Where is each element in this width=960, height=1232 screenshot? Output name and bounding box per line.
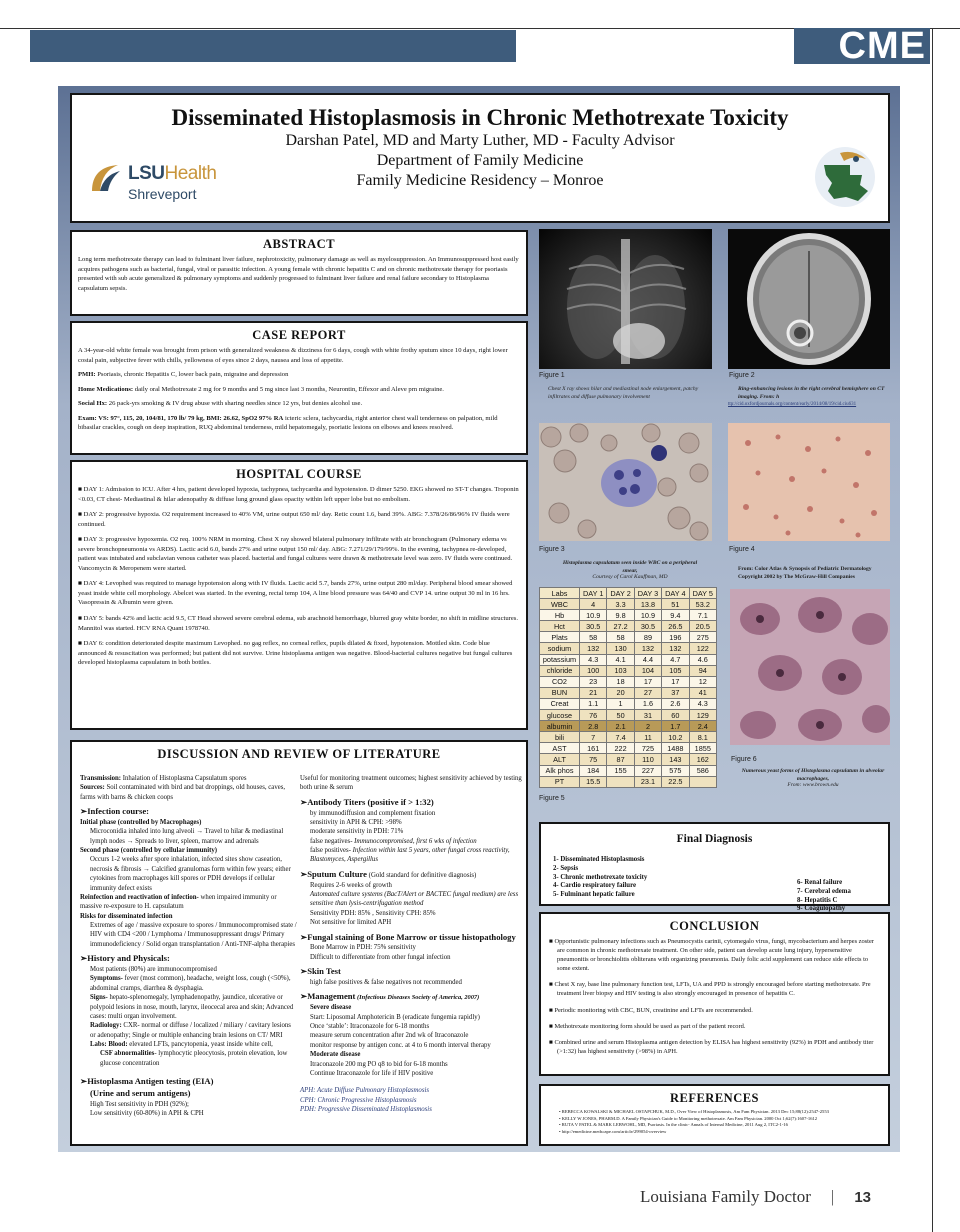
lab-value-cell: 586	[689, 765, 716, 776]
sources-line: Sources: Soil contaminated with bird and bat droppings, old houses, caves, farms with barns & chicken coops	[80, 784, 286, 801]
sputum-limited-aph: Not sensitive for limited APH	[310, 919, 392, 927]
lab-value-cell: 13.8	[634, 599, 661, 610]
lab-value-cell: 222	[607, 743, 634, 754]
figure-3-credit: Courtesy of Carol Kauffman, MD	[592, 574, 668, 580]
eia-subheading: (Urine and serum antigens)	[90, 1088, 191, 1099]
lab-value-cell: 7	[580, 732, 607, 743]
figure-1-label: Figure 1	[539, 372, 565, 379]
lab-value-cell: 162	[689, 754, 716, 765]
conclusion-heading: CONCLUSION	[669, 919, 760, 933]
labs-row-creat	[540, 698, 717, 709]
abstract-text: Long term methotrexate therapy can lead to fulminant liver failure, nephrotoxicity, pulmonary damage as well as myelosuppression. An Immunosuppressed host easily acquires pathogens such as bacterial, fungal, viral or parasitic infection. A young female with chronic hepatitis C and on chronic methotrexate therapy for psoriasis presented with sub acute generalized & pulmonary symptoms and suddenly progressed to fulminant liver failure and renal failure secondary to Histoplasma capsulatum sepsis.	[78, 256, 519, 292]
severe-disease-heading: Severe disease	[310, 1004, 352, 1012]
second-phase-text: Occurs 1-2 weeks after spore inhalation, infected sites show caseation, necrosis & fibrosis → Calcified granulomas form within few years; either cytokines from macrophages kill spores or PDH develops if cellular immunity defect exists	[90, 856, 291, 892]
lab-value-cell: 1855	[689, 743, 716, 754]
lab-name-cell: Creat	[540, 698, 580, 709]
abbr-aph: APH: Acute Diffuse Pulmonary Histoplasmosis	[300, 1087, 430, 1095]
lab-value-cell: 12	[689, 676, 716, 687]
severe-monitor: monitor response by antigen conc. at 4 to 6 month interval therapy	[310, 1041, 491, 1049]
lab-value-cell: 2.6	[662, 698, 689, 709]
lab-value-cell: 87	[607, 754, 634, 765]
figure-6-credit: From: www.brown.edu	[787, 782, 839, 788]
discussion-section	[70, 740, 528, 1146]
labs-row-pt	[540, 776, 717, 787]
case-report-heading: CASE REPORT	[252, 328, 346, 342]
figure-6-label: Figure 6	[731, 756, 757, 763]
lab-value-cell: 17	[634, 676, 661, 687]
fungal-staining-heading: ➢Fungal staining of Bone Marrow or tissue histopathology	[300, 931, 516, 942]
lab-name-cell: glucose	[540, 710, 580, 721]
figure-6-caption: Numerous yeast forms of Histoplasma capsulatum in alveolar macrophages,	[741, 768, 885, 782]
hospital-course-section	[70, 460, 528, 730]
lab-value-cell: 10.9	[634, 610, 661, 621]
figure-3-blood-smear	[539, 423, 712, 541]
history-signs: Signs- hepato-splenomegaly, lymphadenopathy, jaundice, ulcerative or polypoid lesions in nose, mouth, larynx, ileocecal area and skin; Advanced cases: multi organ involvement.	[90, 994, 294, 1020]
eia-heading: ➢Histoplasma Antigen testing (EIA)	[80, 1076, 214, 1087]
figure-4-skin-lesions	[728, 423, 890, 541]
figure-2-ct-scan	[728, 229, 890, 369]
lab-value-cell: 9.8	[607, 610, 634, 621]
lab-value-cell: 20.5	[689, 621, 716, 632]
lab-value-cell: 132	[634, 643, 661, 654]
risks-heading: Risks for disseminated infection	[80, 912, 173, 920]
antibody-titers-heading: ➢Antibody Titers (positive if > 1:32)	[300, 796, 434, 807]
diagnosis-item: 9- Coagulopathy	[797, 905, 846, 913]
hospital-course-heading: HOSPITAL COURSE	[236, 467, 362, 481]
lab-value-cell: 4.3	[689, 698, 716, 709]
history-radiology: Radiology: CXR- normal or diffuse / localized / miliary / cavitary lesions or adenopathy; Single or multiple enhancing brain lesions on CT/ MRI	[90, 1022, 291, 1039]
lab-value-cell: 11	[634, 732, 661, 743]
figure-6-histopathology	[730, 589, 890, 745]
lab-name-cell: albumin	[540, 721, 580, 732]
diagnosis-list-left	[553, 856, 647, 900]
lab-value-cell: 129	[689, 710, 716, 721]
poster-title: Disseminated Histoplasmosis in Chronic Methotrexate Toxicity	[171, 105, 789, 130]
skin-test-text: high false positives & false negatives not recommended	[310, 979, 462, 987]
lab-value-cell: 105	[662, 665, 689, 676]
case-exam: Exam: VS: 97°, 115, 20, 104/81, 170 lb/ 79 kg, BMI: 26.62, SpO2 97% RA icteric sclera, tachycardia, right anterior chest wall tenderness on palpation, mild bibasilar crackles, cough on deep inspiration, RUQ abdominal tenderness, mild hepatomegaly, psoriatic lesions on elbows and knees resolved.	[78, 414, 498, 432]
lab-value-cell: 30.5	[580, 621, 607, 632]
lab-value-cell: 132	[580, 643, 607, 654]
final-diagnosis-heading: Final Diagnosis	[676, 833, 753, 845]
history-csf: CSF abnormalities- lymphocytic pleocytosis, protein elevation, low glucose concentration	[100, 1050, 288, 1067]
case-report-section	[70, 321, 528, 455]
antibody-method: by immunodiffusion and complement fixation	[310, 809, 436, 817]
figure-2-caption: Ring-enhancing lesions in the right cerebral hemisphere on CT imaging. From: h	[738, 386, 885, 400]
lab-value-cell: 58	[580, 632, 607, 643]
diagnosis-item: 3- Chronic methotrexate toxicity	[553, 873, 648, 881]
second-phase-heading: Second phase (controlled by cellular immunity)	[80, 847, 218, 855]
history-symptoms: Symptoms- fever (most common), headache, weight loss, cough (<50%), abdominal cramps, diarrhea & dysphagia.	[90, 975, 291, 992]
lab-value-cell: 53.2	[689, 599, 716, 610]
day-6-entry: ■ DAY 6: condition deteriorated despite maximum Levophed. no gag reflex, no corneal reflex, pupils dilated & fixed, hypotension. Mottled skin. Code blue announced & resuscitation was performed; but patient did not survive. Urine histoplasma antigen was negative. Blood-bacterial cultures negative but fungal cultures developed histoplasma capsulatum in both bottles.	[78, 640, 513, 667]
labs-row-co2	[540, 676, 717, 687]
footer-separator: |	[830, 1187, 835, 1206]
labs-row-glucose	[540, 710, 717, 721]
day-1-entry: ■ DAY 1: Admission to ICU. After 4 hrs, patient developed hypoxia, tachypnea, tachycardia and hypotension. D dimer 5250. EKG showed no ST-T changes. Troponin <0.03, CT chest- Mediastinal & hilar adenopathy & diffuse lung ground glass opacity within left upper lobe but no embolism.	[78, 486, 519, 503]
lab-name-cell: WBC	[540, 599, 580, 610]
labs-row-alt	[540, 754, 717, 765]
lab-value-cell: 2	[634, 721, 661, 732]
antibody-false-negatives: false negatives- Immunocompromised, first 6 wks of infection	[310, 837, 477, 845]
figure-3-label: Figure 3	[539, 546, 565, 553]
lab-value-cell: 60	[662, 710, 689, 721]
labs-row-bili	[540, 732, 717, 743]
lab-name-cell: chloride	[540, 665, 580, 676]
lab-value-cell: 575	[662, 765, 689, 776]
figure-4-label: Figure 4	[729, 546, 755, 553]
labs-col-header: DAY 2	[607, 588, 634, 599]
lab-value-cell: 18	[607, 676, 634, 687]
figure-5-label: Figure 5	[539, 795, 565, 802]
lab-name-cell: sodium	[540, 643, 580, 654]
lab-value-cell: 75	[580, 754, 607, 765]
lab-name-cell: Alk phos	[540, 765, 580, 776]
conclusion-item: ■ Periodic monitoring with CBC, BUN, creatinine and LFTs are recommended.	[549, 1006, 753, 1014]
lab-value-cell: 100	[580, 665, 607, 676]
lab-value-cell: 4.3	[580, 654, 607, 665]
case-social-history: Social Hx: 26 pack-yrs smoking & IV drug abuse with sharing needles since 12 yrs, but denies alcohol use.	[78, 400, 363, 408]
labs-col-header: DAY 3	[634, 588, 661, 599]
antibody-false-positives: false positives- Infection within last 5 years, other fungal cross reactivity, Blastomyces, Aspergillus	[310, 847, 510, 864]
moderate-hiv: Continue Itraconazole for life if HIV positive	[310, 1069, 434, 1077]
case-medications: Home Medications: daily oral Methotrexate 2 mg for 9 months and 5 mg since last 3 months, Neurontin, Effexor and Aleve prn migraine.	[78, 385, 444, 393]
labs-row-albumin	[540, 721, 717, 732]
day-4-entry: ■ DAY 4: Levophed was required to manage hypotension along with IV fluids. Lactic acid 5.7, bands 27%, urine output 280 ml/day. Peripheral blood smear showed yeast inside white cell morphology. Abelcet was started. In the evening, rectal temp 104, A line blood pressure was 64/40 and CVP 14. urine output 30 ml in 16 hrs. Vasopressin & Albumin were given.	[78, 580, 513, 607]
discussion-left-column	[80, 774, 298, 1119]
conclusion-item: ■ Combined urine and serum Histoplasma antigen detection by ELISA has highest sensitivity (92%) in PDH and antibody titer (>1:32) has highest sensitivity (>98%) in APH.	[549, 1038, 874, 1055]
labs-row-hct	[540, 621, 717, 632]
diagnosis-item: 4- Cardio respiratory failure	[553, 882, 636, 890]
lab-value-cell: 37	[662, 687, 689, 698]
lab-value-cell: 132	[662, 643, 689, 654]
diagnosis-item: 1- Disseminated Histoplasmosis	[553, 856, 645, 863]
antibody-sensitivity-pdh: moderate sensitivity in PDH: 71%	[310, 828, 404, 836]
diagnosis-item: 2- Sepsis	[553, 864, 579, 872]
lab-value-cell: 22.5	[662, 776, 689, 787]
discussion-right-column	[300, 774, 522, 1114]
lab-value-cell: 275	[689, 632, 716, 643]
lab-name-cell: Hct	[540, 621, 580, 632]
lab-value-cell: 110	[634, 754, 661, 765]
labs-row-chloride	[540, 665, 717, 676]
history-physicals-heading: ➢History and Physicals:	[80, 953, 170, 964]
severe-measure: measure serum concentration after 2nd wk of Itraconazole	[310, 1032, 469, 1040]
louisiana-state-icon	[810, 145, 880, 213]
diagnosis-item: 8- Hepatitis C	[797, 896, 838, 904]
poster-program: Family Medicine Residency – Monroe	[356, 172, 604, 189]
lab-value-cell: 51	[662, 599, 689, 610]
cme-badge: CME	[794, 28, 930, 64]
lab-value-cell: 1.6	[634, 698, 661, 709]
lab-value-cell: 1488	[662, 743, 689, 754]
lab-value-cell: 4.7	[662, 654, 689, 665]
lab-value-cell: 10.2	[662, 732, 689, 743]
sputum-growth: Requires 2-6 weeks of growth	[310, 881, 392, 889]
infection-course-heading: ➢Infection course:	[80, 806, 150, 817]
lab-value-cell: 143	[662, 754, 689, 765]
lab-value-cell: 1.1	[580, 698, 607, 709]
labs-col-header: Labs	[540, 588, 580, 599]
day-3-entry: ■ DAY 3: progressive hypoxemia. O2 req. 100% NRM in morning. Chest X ray showed bilateral pulmonary infiltrate with air bronchogram (Pulmonary edema vs severe bronchopneumonia vs ARDS). Lactic acid 6.0, bands 27% and urine output 150 ml/ day. ABG: 7.271/29/179/99%. In the evening, tachypnea re-developed, patient was intubated and subclavian venous catheter was placed. bacterial and fungal cultures were drawn & methotrexate level was zero. IV fluids were continued. Vancomycin & Meropenem were started.	[78, 536, 513, 572]
references-section	[539, 1084, 890, 1146]
poster-authors: Darshan Patel, MD and Marty Luther, MD - Faculty Advisor	[285, 132, 675, 149]
lab-value-cell: 23.1	[634, 776, 661, 787]
lab-value-cell: 20	[607, 687, 634, 698]
severe-stable: Once ‘stable’: Itraconazole for 6-18 months	[310, 1023, 430, 1031]
diagnosis-item: 7- Cerebral edema	[797, 887, 851, 895]
conclusion-item: ■ Methotrexate monitoring form should be used as part of the patient record.	[549, 1022, 746, 1030]
history-immunocompromised: Most patients (80%) are immunocompromised	[90, 966, 217, 974]
abstract-section	[70, 230, 528, 316]
lab-value-cell: 27	[634, 687, 661, 698]
labs-row-wbc	[540, 599, 717, 610]
history-labs: Labs: Blood: elevated LFTs, pancytopenia, yeast inside white cell,	[90, 1041, 273, 1049]
poster-department: Department of Family Medicine	[376, 152, 584, 169]
abstract-heading: ABSTRACT	[262, 237, 336, 251]
lab-value-cell: 21	[580, 687, 607, 698]
initial-phase-heading: Initial phase (controlled by Macrophages)	[80, 818, 202, 826]
lab-value-cell: 227	[634, 765, 661, 776]
lab-value-cell: 104	[634, 665, 661, 676]
references-heading: REFERENCES	[669, 1091, 760, 1105]
lab-value-cell: 4	[580, 599, 607, 610]
lab-value-cell: 184	[580, 765, 607, 776]
figure-2-label: Figure 2	[729, 372, 755, 379]
figure-1-caption: Chest X ray shows hilar and mediastinal node enlargement, patchy infiltrates and diffuse pulmonary involvement	[548, 386, 699, 400]
lab-name-cell: PT	[540, 776, 580, 787]
labs-row-sodium	[540, 643, 717, 654]
lab-name-cell: Plats	[540, 632, 580, 643]
right-rule	[932, 28, 933, 1232]
figure-1-chest-xray	[539, 229, 712, 369]
lab-value-cell: 15.5	[580, 776, 607, 787]
lab-value-cell: 130	[607, 643, 634, 654]
abbr-cph: CPH: Chronic Progressive Histoplasmosis	[300, 1096, 417, 1104]
page-footer	[640, 1187, 871, 1207]
lab-name-cell: potassium	[540, 654, 580, 665]
labs-row-plats	[540, 632, 717, 643]
staining-differentiate: Difficult to differentiate from other fungal infection	[310, 953, 451, 961]
diagnosis-item: 5- Fulminant hepatic failure	[553, 891, 635, 899]
diagnosis-list-right	[797, 879, 851, 914]
lab-value-cell: 4.4	[634, 654, 661, 665]
lab-value-cell: 155	[607, 765, 634, 776]
poster-header	[70, 93, 890, 223]
skin-test-heading: ➢Skin Test	[300, 966, 341, 977]
transmission-line: Transmission: Inhalation of Histoplasma Capsulatum spores	[80, 775, 247, 782]
figure-4-caption: From: Color Atlas & Synopsis of Pediatric Dermatology Copyright 2002 by The McGraw-Hill Companies	[738, 566, 872, 580]
lab-name-cell: BUN	[540, 687, 580, 698]
lab-value-cell: 2.8	[580, 721, 607, 732]
lab-value-cell: 3.3	[607, 599, 634, 610]
lab-value-cell: 2.4	[689, 721, 716, 732]
sputum-automated: Automated culture systems (BacT/Alert or BACTEC fungal medium) are less sensitive than lysis-centrifugation method	[310, 891, 519, 908]
initial-phase-text: Microconidia inhaled into lung alveoli → Travel to hilar & mediastinal lymph nodes → Spreads to liver, spleen, marrow and adrenals	[90, 828, 284, 845]
reference-item: • REBECCA KOWALSKI & MICHAEL OSTAPCHUK, M.D., Over View of Histoplasmosis, Am Fam Physician. 2013 Dec 15;88(12):2547-2553	[559, 1109, 829, 1114]
final-diagnosis-section	[539, 822, 890, 913]
lab-value-cell: 26.5	[662, 621, 689, 632]
moderate-disease-heading: Moderate disease	[310, 1051, 361, 1059]
figure-2-source-link[interactable]: ttp://cid.oxfordjournals.org/content/early/2014/08/19/cid.ciu631	[728, 402, 857, 407]
lab-value-cell: 4.1	[607, 654, 634, 665]
labs-col-header: DAY 5	[689, 588, 716, 599]
labs-col-header: DAY 1	[580, 588, 607, 599]
antibody-sensitivity-aph: sensitivity in APH & CPH: >98%	[310, 818, 402, 826]
header-color-bar	[30, 30, 516, 62]
lab-value-cell: 196	[662, 632, 689, 643]
eia-high-sensitivity: High Test sensitivity in PDH (92%);	[90, 1100, 189, 1108]
conclusion-section	[539, 912, 890, 1076]
lab-value-cell: 8.1	[689, 732, 716, 743]
lab-value-cell: 1	[607, 698, 634, 709]
lab-value-cell: 23	[580, 676, 607, 687]
lab-name-cell: AST	[540, 743, 580, 754]
eia-useful-note: Useful for monitoring treatment outcomes; highest sensitivity achieved by testing both urine & serum	[300, 775, 522, 792]
labs-col-header: DAY 4	[662, 588, 689, 599]
conclusion-item: ■ Chest X ray, base line pulmonary function test, LFTs, UA and PPD is strongly encouraged before starting methotrexate. Pre treatment liver biopsy and HIV testing is also strongly encouraged in presence of hepatitis C.	[549, 981, 871, 998]
reference-item: • KELLY W JONES, PHARM.D. A Family Physician's Guide to Monitoring methotrexate. Am Fam Physician. 2000 Oct 1;62(7):1607-1612	[559, 1115, 818, 1121]
reference-item: • RUTA V PATEL & MARK LEBWOHL, MD, Psoriasis. In the clinic- Annals of Internal Medicine, 2011 Aug 2, ITC2-1-16	[559, 1122, 788, 1128]
labs-row-bun	[540, 687, 717, 698]
lab-name-cell: ALT	[540, 754, 580, 765]
sputum-sensitivity: Sensitivity PDH: 85% , Sensitivity CPH: 85%	[310, 909, 436, 917]
day-5-entry: ■ DAY 5: bands 42% and lactic acid 9.5, CT Head showed severe cerebral edema, sub arachnoid hemorrhage, blurred gray white border, no shift in midline structures. Mannitol was started. HCV RNA Quant 1978740.	[78, 615, 518, 632]
reinfection-line: Reinfection and reactivation of infection- when impaired immunity or massive re-exposure to H. capsulatum	[80, 893, 277, 911]
case-pmh: PMH: Psoriasis, chronic Hepatitis C, lower back pain, migraine and depression	[78, 371, 289, 379]
management-heading: ➢Management (Infectious Diseases Society of America, 2007)	[300, 991, 480, 1002]
lab-value-cell: 2.1	[607, 721, 634, 732]
lab-value-cell: 103	[607, 665, 634, 676]
lab-value-cell: 161	[580, 743, 607, 754]
lab-value-cell: 9.4	[662, 610, 689, 621]
reference-item[interactable]: • http://emedicine.medscape.com/article/299054-overview	[559, 1128, 667, 1134]
labs-row-hb	[540, 610, 717, 621]
risks-text: Extremes of age / massive exposure to spores / Immunocompromised state / HIV with CD4 <200 / Lymphoma / Immunosuppressant drugs/ Primary immunodeficiency / Solid organ transplantation / Anti-TNF-alpha therapies	[90, 922, 297, 948]
abbr-pdh: PDH: Progressive Disseminated Histoplasmosis	[300, 1106, 432, 1114]
conclusion-item: ■ Opportunistic pulmonary infections such as Pneumocystis carinii, cytomegalo virus, fungi, mycobacterium and herpes zoster are common in chronic methotrexate treatment. On other side, patient can develop acute lung injury, hypersensitive pneumonitis or bronchiolitis obliterans with organizing pneumonia. Daily folic acid supplement can reduce side effects to some extent.	[549, 938, 874, 973]
severe-start: Start: Liposomal Amphotericin B (eradicate fungemia rapidly)	[310, 1013, 480, 1021]
lab-value-cell: 94	[689, 665, 716, 676]
moderate-itraconazole: Itraconazole 200 mg PO q8 to bid for 6-18 months	[310, 1060, 448, 1068]
labs-row-potassium	[540, 654, 717, 665]
lab-value-cell: 31	[634, 710, 661, 721]
lab-value-cell: 89	[634, 632, 661, 643]
lab-value-cell: 122	[689, 643, 716, 654]
labs-row-ast	[540, 743, 717, 754]
lab-value-cell	[607, 776, 634, 787]
discussion-heading: DISCUSSION AND REVIEW OF LITERATURE	[157, 747, 441, 761]
labs-table-header	[540, 588, 717, 599]
lab-value-cell: 7.4	[607, 732, 634, 743]
lab-value-cell: 30.5	[634, 621, 661, 632]
eia-low-sensitivity: Low sensitivity (60-80%) in APH & CPH	[90, 1110, 204, 1118]
case-presentation: A 34-year-old white female was brought from prison with generalized weakness & dizziness for 6 days, cough with white frothy sputum since 10 days, right lower costal pain, subjective fever with chills, yellowness of eyes since 2 days, nausea and loss of appetite.	[78, 347, 508, 364]
diagnosis-item: 6- Renal failure	[797, 879, 843, 886]
labs-table	[539, 587, 717, 788]
lab-value-cell: 7.1	[689, 610, 716, 621]
lsu-logo-city: Shreveport	[128, 186, 197, 202]
lab-value-cell: 1.7	[662, 721, 689, 732]
lab-value-cell: 4.6	[689, 654, 716, 665]
day-2-entry: ■ DAY 2: progressive hypoxia. O2 requirement increased to 40% VM, urine output 650 ml/ day. Retic count 1.6, band 39%. ABG: 7.378/26/86/96% IV fluids were continued.	[78, 511, 510, 528]
sputum-culture-heading: ➢Sputum Culture (Gold standard for definitive diagnosis)	[300, 868, 477, 879]
magazine-name: Louisiana Family Doctor	[640, 1187, 811, 1206]
lab-value-cell: 725	[634, 743, 661, 754]
lab-name-cell: Hb	[540, 610, 580, 621]
lab-value-cell: 41	[689, 687, 716, 698]
lab-value-cell	[689, 776, 716, 787]
labs-row-alk-phos	[540, 765, 717, 776]
lab-value-cell: 50	[607, 710, 634, 721]
lab-value-cell: 27.2	[607, 621, 634, 632]
lsu-logo-text: LSUHealth	[128, 163, 217, 184]
lab-value-cell: 58	[607, 632, 634, 643]
lsu-health-logo	[88, 159, 268, 209]
lab-value-cell: 17	[662, 676, 689, 687]
lab-value-cell: 76	[580, 710, 607, 721]
lab-name-cell: CO2	[540, 676, 580, 687]
lab-value-cell: 10.9	[580, 610, 607, 621]
lab-name-cell: bili	[540, 732, 580, 743]
figure-3-caption: Histoplasma capsulatum seen inside WBC on a peripheral smear,	[562, 560, 698, 574]
staining-bone-marrow: Bone Marrow in PDH: 75% sensitivity	[310, 944, 416, 952]
page-number: 13	[854, 1189, 872, 1206]
lsu-swoosh-icon	[88, 161, 124, 197]
